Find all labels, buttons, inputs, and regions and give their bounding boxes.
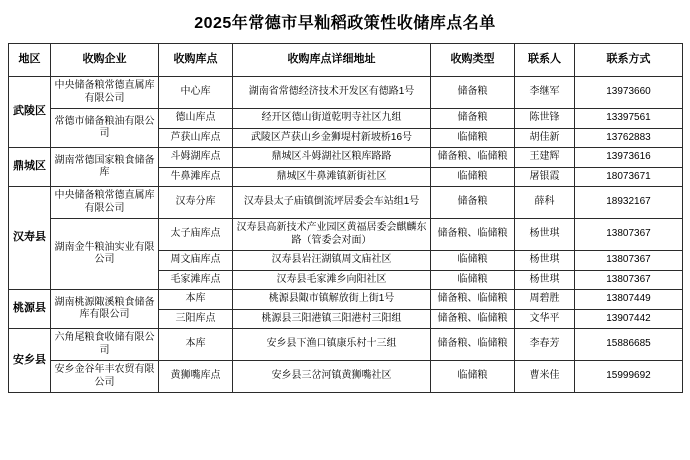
- cell-region: 安乡县: [9, 329, 51, 393]
- cell-address: 安乡县三岔河镇黄狮嘴社区: [233, 361, 431, 393]
- cell-enterprise: 湖南常德国家粮食储备库: [51, 148, 159, 187]
- cell-enterprise: 湖南金牛粮油实业有限公司: [51, 219, 159, 290]
- cell-enterprise: 中央储备粮常德直属库有限公司: [51, 77, 159, 109]
- table-row: [9, 187, 683, 219]
- cell-phone: 15886685: [575, 329, 683, 361]
- cell-contact: 王建辉: [515, 148, 575, 168]
- cell-phone: 15999692: [575, 361, 683, 393]
- cell-contact: 薛科: [515, 187, 575, 219]
- cell-contact: 曹米佳: [515, 361, 575, 393]
- cell-depot: 芦获山库点: [159, 128, 233, 148]
- cell-depot: 黄狮嘴库点: [159, 361, 233, 393]
- column-header-contact: 联系人: [515, 44, 575, 77]
- table-row: [9, 361, 683, 393]
- table-row: [9, 290, 683, 310]
- cell-purchase-type: 临储粮: [431, 167, 515, 187]
- cell-address: 武陵区芦获山乡金狮堤村新坡桥16号: [233, 128, 431, 148]
- cell-depot: 斗姆湖库点: [159, 148, 233, 168]
- page-title: 2025年常德市早籼稻政策性收储库点名单: [194, 15, 496, 32]
- cell-phone: 13807367: [575, 270, 683, 290]
- cell-phone: 13807449: [575, 290, 683, 310]
- cell-address: 桃源县三阳港镇三阳港村三阳组: [233, 309, 431, 329]
- table-header: [9, 44, 683, 77]
- cell-phone: 13807367: [575, 219, 683, 251]
- column-header-region: 地区: [9, 44, 51, 77]
- cell-contact: 文华平: [515, 309, 575, 329]
- cell-phone: 13397561: [575, 109, 683, 129]
- cell-depot: 汉寿分库: [159, 187, 233, 219]
- cell-address: 汉寿县毛家滩乡向阳社区: [233, 270, 431, 290]
- cell-depot: 牛鼻滩库点: [159, 167, 233, 187]
- cell-purchase-type: 临储粮: [431, 270, 515, 290]
- cell-contact: 周碧胜: [515, 290, 575, 310]
- column-header-depot: 收购库点: [159, 44, 233, 77]
- cell-contact: 杨世琪: [515, 219, 575, 251]
- column-header-phone: 联系方式: [575, 44, 683, 77]
- cell-purchase-type: 储备粮、临储粮: [431, 309, 515, 329]
- cell-contact: 杨世琪: [515, 270, 575, 290]
- cell-purchase-type: 临储粮: [431, 361, 515, 393]
- cell-phone: 13807367: [575, 251, 683, 271]
- cell-depot: 德山库点: [159, 109, 233, 129]
- cell-purchase-type: 储备粮: [431, 77, 515, 109]
- cell-phone: 18073671: [575, 167, 683, 187]
- table-header-row: [9, 44, 683, 77]
- cell-depot: 本库: [159, 290, 233, 310]
- table-body: [9, 77, 683, 393]
- column-header-enterprise: 收购企业: [51, 44, 159, 77]
- cell-depot: 中心库: [159, 77, 233, 109]
- cell-region: 汉寿县: [9, 187, 51, 290]
- cell-address: 桃源县陬市镇解放街上街1号: [233, 290, 431, 310]
- cell-enterprise: 中央储备粮常德直属库有限公司: [51, 187, 159, 219]
- cell-contact: 胡佳新: [515, 128, 575, 148]
- cell-depot: 太子庙库点: [159, 219, 233, 251]
- cell-purchase-type: 临储粮: [431, 128, 515, 148]
- cell-enterprise: 湖南桃源陬溪粮食储备库有限公司: [51, 290, 159, 329]
- cell-depot: 毛家滩库点: [159, 270, 233, 290]
- cell-address: 鼎城区牛鼻滩镇新街社区: [233, 167, 431, 187]
- table-row: [9, 109, 683, 129]
- cell-purchase-type: 储备粮、临储粮: [431, 290, 515, 310]
- cell-contact: 屠银霞: [515, 167, 575, 187]
- cell-phone: 13762883: [575, 128, 683, 148]
- cell-phone: 18932167: [575, 187, 683, 219]
- cell-depot: 本库: [159, 329, 233, 361]
- cell-purchase-type: 储备粮、临储粮: [431, 148, 515, 168]
- cell-address: 安乡县下渔口镇康乐村十三组: [233, 329, 431, 361]
- cell-purchase-type: 储备粮: [431, 187, 515, 219]
- cell-contact: 李继军: [515, 77, 575, 109]
- cell-region: 桃源县: [9, 290, 51, 329]
- cell-enterprise: 安乡金谷年丰农贸有限公司: [51, 361, 159, 393]
- cell-phone: 13973660: [575, 77, 683, 109]
- cell-address: 湖南省常德经济技术开发区有德路1号: [233, 77, 431, 109]
- table-row: [9, 329, 683, 361]
- cell-region: 武陵区: [9, 77, 51, 148]
- table-row: [9, 77, 683, 109]
- cell-address: 鼎城区斗姆湖社区粮库路路: [233, 148, 431, 168]
- cell-contact: 李春芳: [515, 329, 575, 361]
- cell-address: 汉寿县高新技术产业园区黄福居委会麒麟东路（管委会对面）: [233, 219, 431, 251]
- cell-phone: 13907442: [575, 309, 683, 329]
- cell-address: 经开区德山街道乾明寺社区九组: [233, 109, 431, 129]
- column-header-address: 收购库点详细地址: [233, 44, 431, 77]
- cell-phone: 13973616: [575, 148, 683, 168]
- cell-depot: 周文庙库点: [159, 251, 233, 271]
- roster-table: [8, 43, 683, 393]
- cell-address: 汉寿县岩汪湖镇周文庙社区: [233, 251, 431, 271]
- table-row: [9, 148, 683, 168]
- cell-enterprise: 常德市储备粮油有限公司: [51, 109, 159, 148]
- cell-contact: 杨世琪: [515, 251, 575, 271]
- cell-purchase-type: 储备粮、临储粮: [431, 219, 515, 251]
- cell-purchase-type: 储备粮: [431, 109, 515, 129]
- cell-address: 汉寿县太子庙镇倒流坪居委会车站组1号: [233, 187, 431, 219]
- column-header-purchase-type: 收购类型: [431, 44, 515, 77]
- cell-purchase-type: 临储粮: [431, 251, 515, 271]
- cell-contact: 陈世锋: [515, 109, 575, 129]
- cell-region: 鼎城区: [9, 148, 51, 187]
- table-row: [9, 219, 683, 251]
- cell-enterprise: 六角尾粮食收储有限公司: [51, 329, 159, 361]
- cell-purchase-type: 储备粮、临储粮: [431, 329, 515, 361]
- cell-depot: 三阳库点: [159, 309, 233, 329]
